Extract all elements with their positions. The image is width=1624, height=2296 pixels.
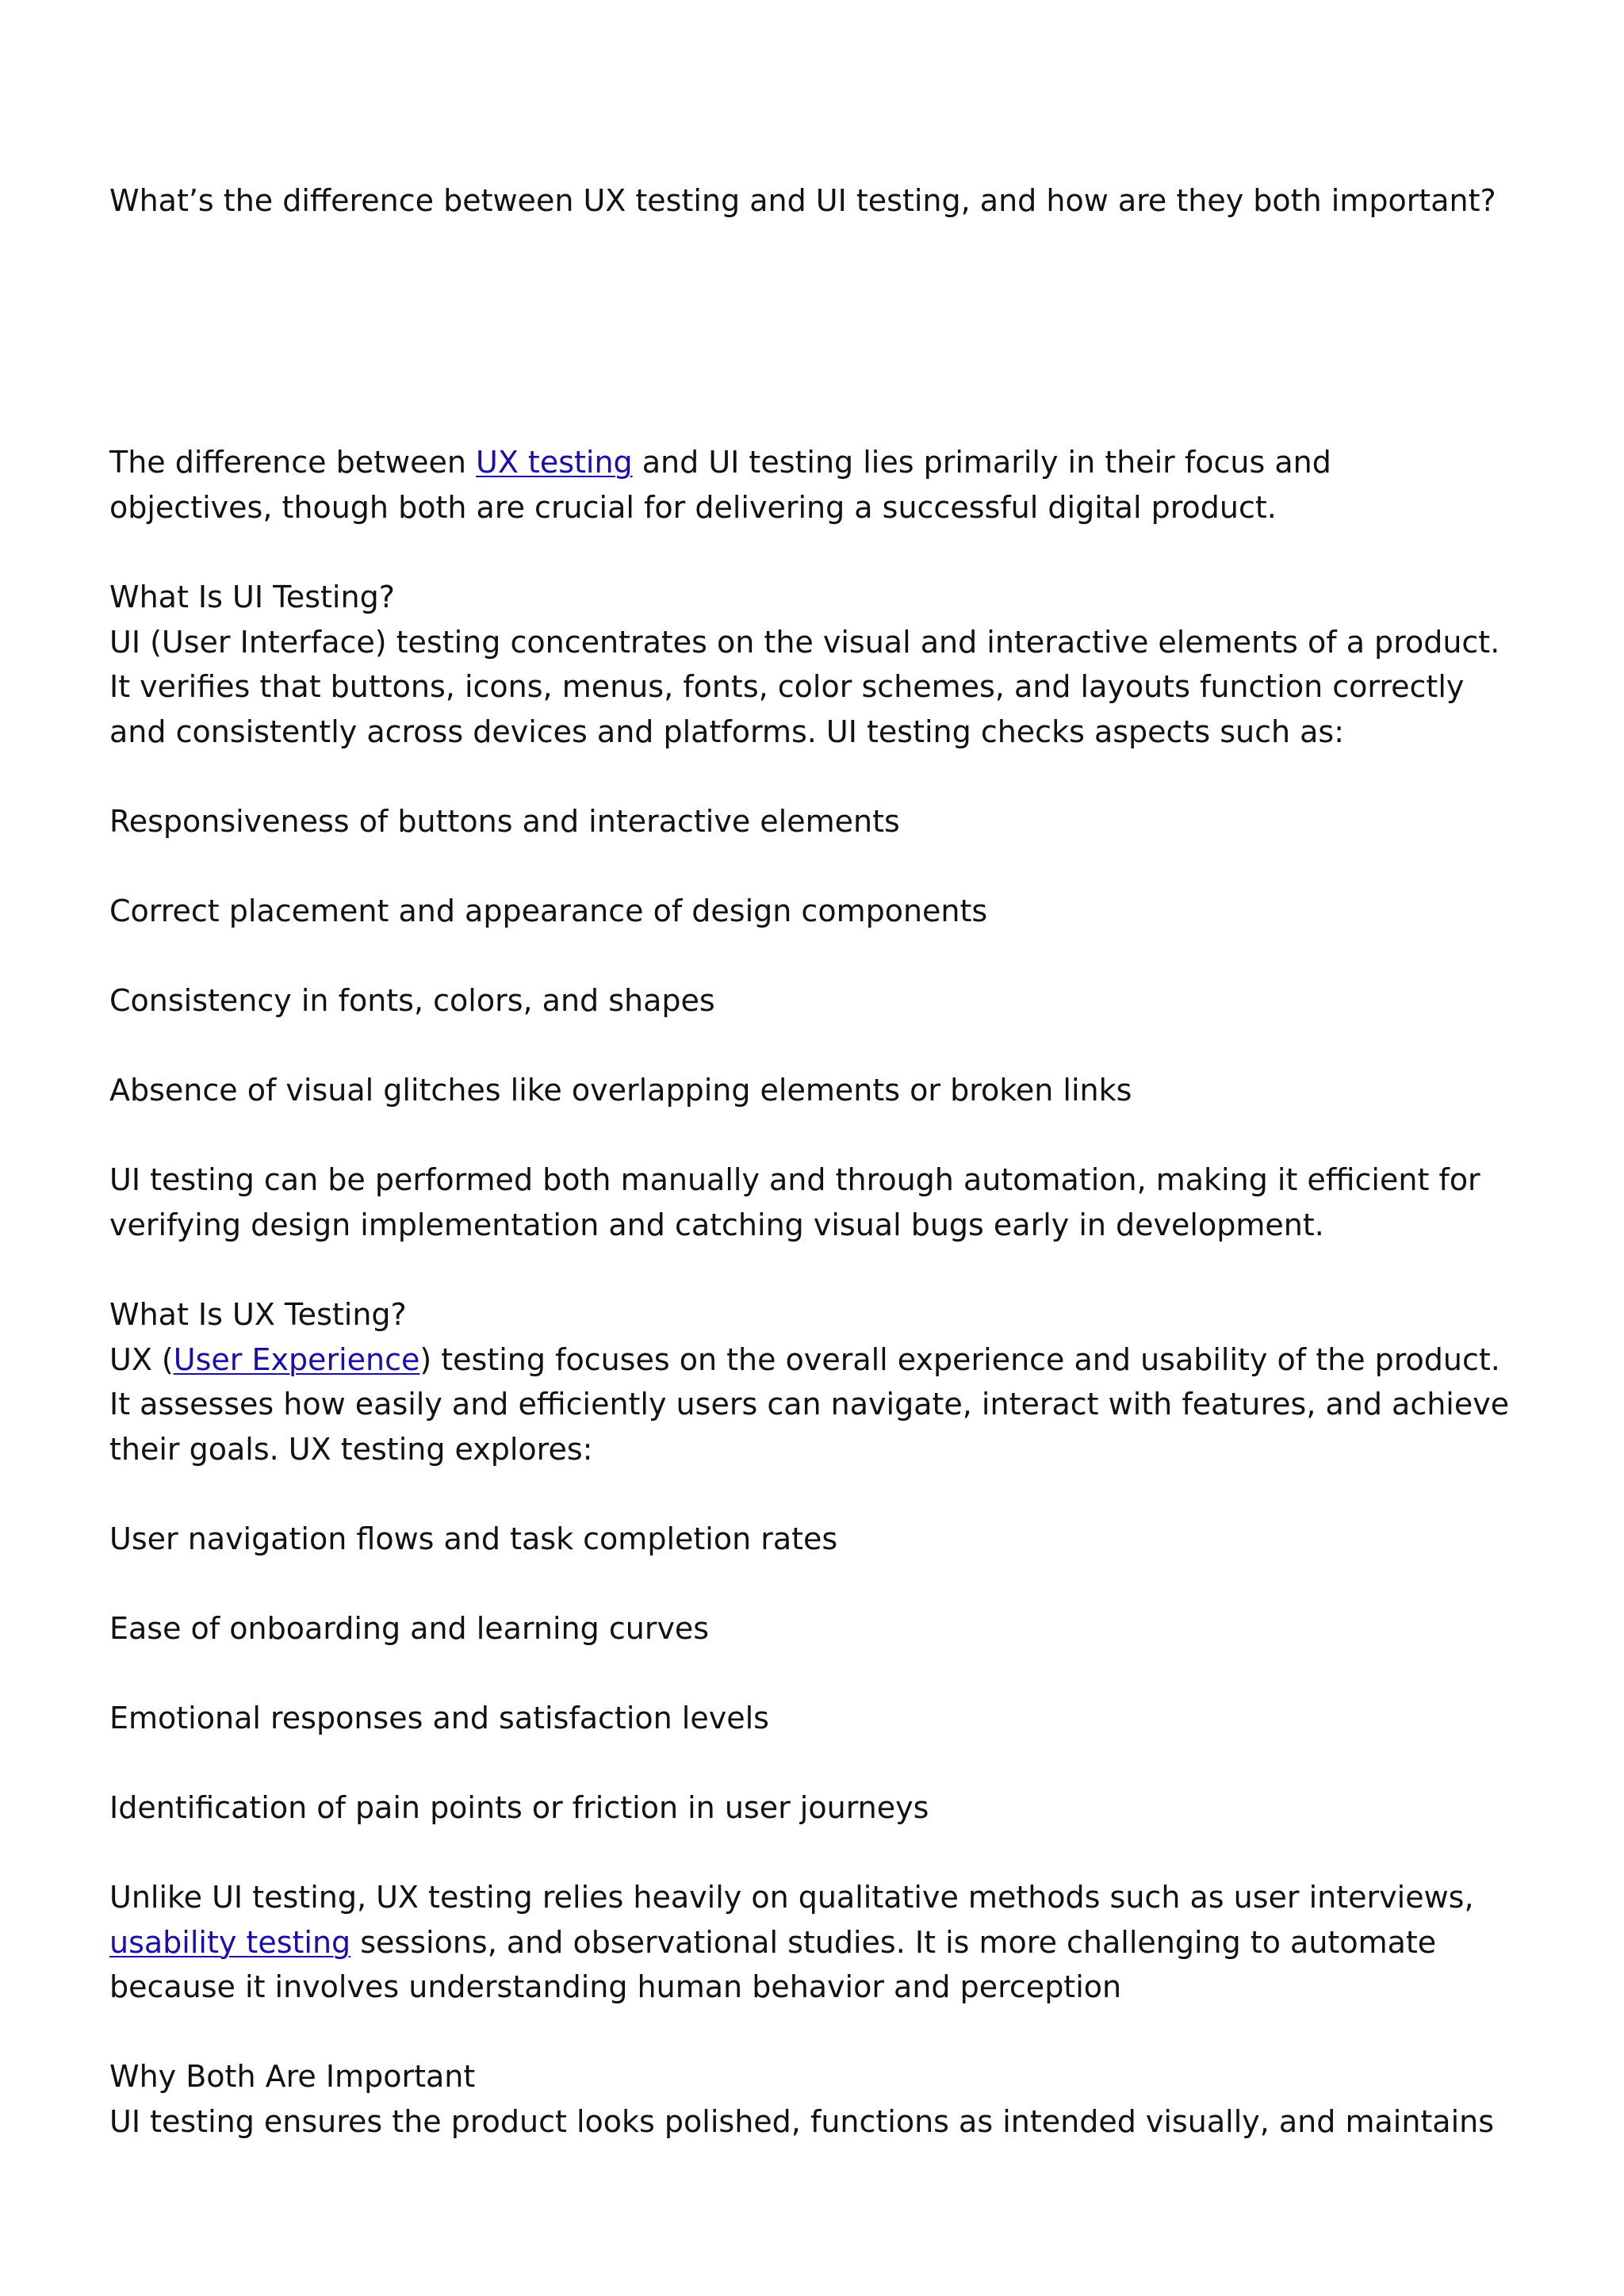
ux-item [109, 1517, 1537, 1562]
intro-text-after: and UI testing lies primarily in their focus and [632, 445, 1331, 480]
ui-item-text: Correct placement and appearance of design components [109, 894, 988, 928]
ui-para-line-3: and consistently across devices and platforms. UI testing checks aspects such as: [109, 714, 1345, 749]
ui-para-line-1: UI (User Interface) testing concentrates on the visual and interactive elements of a product. [109, 624, 1500, 660]
ux-item [109, 1696, 1537, 1741]
ui-item [109, 889, 1537, 934]
user-experience-link[interactable]: User Experience [173, 1341, 420, 1377]
ux-para-line-1 [109, 1337, 1537, 1383]
ui-heading: What Is UI Testing? [109, 580, 395, 614]
ux-item-text: Identification of pain points or friction in user journeys [109, 1790, 929, 1825]
ui-item-text: Consistency in fonts, colors, and shapes [109, 983, 715, 1018]
ui-para-line-2: It verifies that buttons, icons, menus, fonts, color schemes, and layouts function correctly [109, 669, 1465, 704]
ux-closing-paragraph [109, 1875, 1537, 2010]
ux-line1-before: UX ( [109, 1341, 174, 1377]
ux-heading: What Is UX Testing? [109, 1297, 407, 1332]
intro-text-before: The difference between [109, 445, 476, 480]
ux-para-line-3: their goals. UX testing explores: [109, 1431, 593, 1467]
why-line-1: UI testing ensures the product looks polished, functions as intended visually, and maintains [109, 2103, 1495, 2139]
ui-item-text: Absence of visual glitches like overlapping elements or broken links [109, 1073, 1132, 1108]
ux-section [109, 1292, 1537, 1471]
ui-closing-line-2: verifying design implementation and catching visual bugs early in development. [109, 1207, 1324, 1242]
ux-closing-line-3: because it involves understanding human behavior and perception [109, 1969, 1122, 2004]
ux-item-text: Ease of onboarding and learning curves [109, 1611, 710, 1646]
ui-closing-line-1: UI testing can be performed both manually and through automation, making it efficient for [109, 1162, 1480, 1197]
ux-closing-line-1: Unlike UI testing, UX testing relies heavily on qualitative methods such as user interviews, [109, 1880, 1474, 1915]
ux-item [109, 1606, 1537, 1651]
ux-item-text: Emotional responses and satisfaction levels [109, 1701, 769, 1735]
why-heading: Why Both Are Important [109, 2059, 476, 2094]
intro-paragraph [109, 440, 1537, 530]
intro-line-1 [109, 440, 1537, 485]
ui-item [109, 1068, 1537, 1113]
question-title [109, 178, 1537, 224]
ui-section [109, 575, 1537, 754]
ui-item [109, 978, 1537, 1024]
usability-testing-link[interactable]: usability testing [109, 1924, 351, 1960]
ui-item [109, 799, 1537, 844]
ux-item [109, 1785, 1537, 1831]
ux-testing-link[interactable]: UX testing [476, 445, 633, 480]
ux-para-line-2: It assesses how easily and efficiently users can navigate, interact with features, and achieve [109, 1387, 1510, 1422]
ui-item-text: Responsiveness of buttons and interactive elements [109, 804, 900, 839]
question-text: What’s the difference between UX testing and UI testing, and how are they both important? [109, 183, 1496, 218]
ux-closing-line-2 [109, 1920, 1537, 1965]
ux-line1-after: ) testing focuses on the overall experience and usability of the product. [419, 1341, 1500, 1377]
ux-item-text: User navigation flows and task completion rates [109, 1521, 838, 1556]
ux-closing-line-2-after: sessions, and observational studies. It is more challenging to automate [350, 1924, 1437, 1960]
ui-closing-paragraph [109, 1158, 1537, 1247]
intro-line-2: objectives, though both are crucial for delivering a successful digital product. [109, 489, 1277, 525]
why-section [109, 2054, 1537, 2144]
